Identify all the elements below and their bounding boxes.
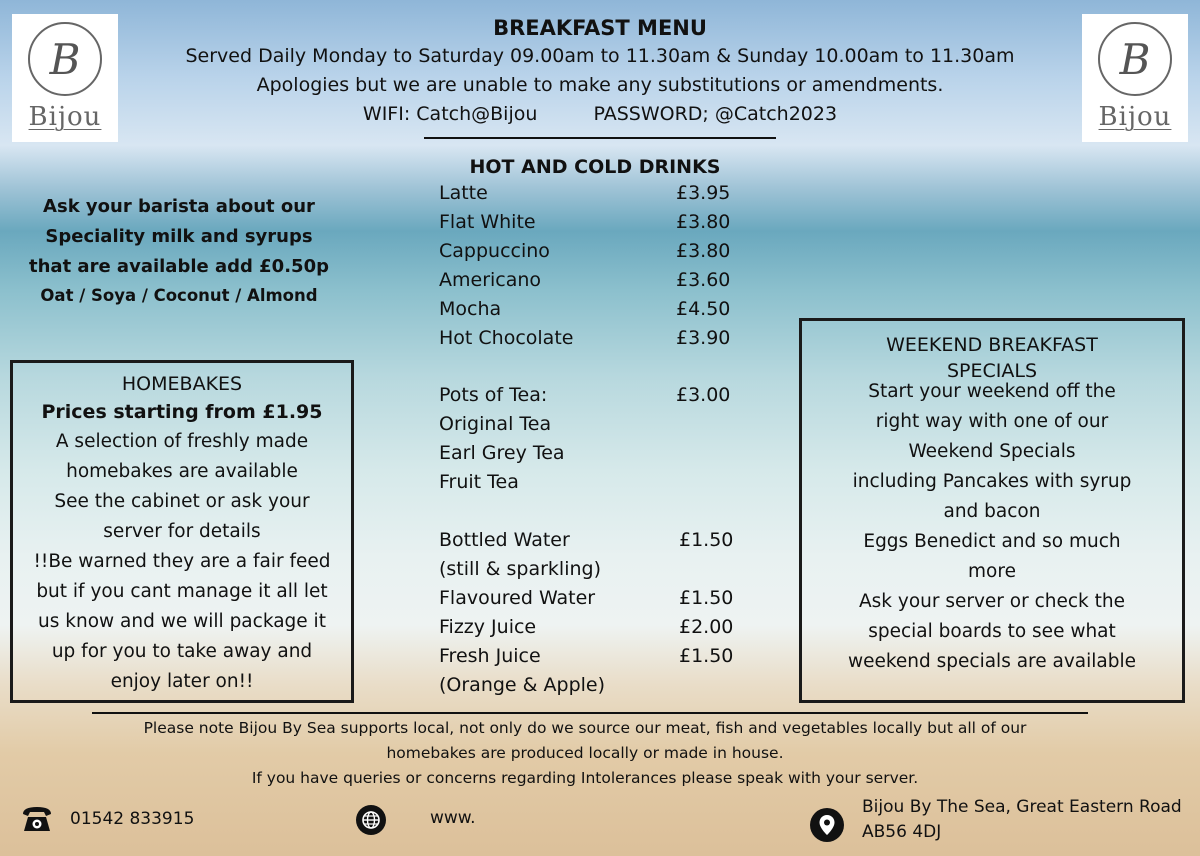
drink-item: [439, 298, 739, 320]
milk-options: Oat / Soya / Coconut / Almond: [40, 286, 318, 305]
page-title: BREAKFAST MENU: [493, 16, 707, 40]
weekend-line: Eggs Benedict and so much: [863, 531, 1121, 552]
homebakes-box: [10, 360, 354, 703]
drink-item: [439, 587, 739, 609]
drink-item: [439, 471, 739, 493]
header: [150, 14, 1050, 129]
homebakes-line: homebakes are available: [66, 461, 298, 482]
drink-item: [439, 616, 739, 638]
drink-name: Hot Chocolate: [439, 327, 574, 349]
drink-name: Cappuccino: [439, 240, 550, 262]
phone-number[interactable]: 01542 833915: [70, 809, 195, 829]
drink-price: £3.80: [676, 240, 731, 262]
opening-hours: Served Daily Monday to Saturday 09.00am to 11.30am & Sunday 10.00am to 11.30am: [185, 45, 1015, 67]
weekend-line: including Pancakes with syrup: [852, 471, 1132, 492]
location-pin-icon: [810, 808, 844, 842]
weekend-title-2: SPECIALS: [946, 360, 1038, 382]
drink-item: [439, 529, 739, 551]
drink-name: Americano: [439, 269, 542, 291]
drink-name: Earl Grey Tea: [439, 442, 565, 464]
drink-name: (still & sparkling): [439, 558, 601, 580]
drink-name: Fruit Tea: [439, 471, 519, 493]
barista-note: [18, 192, 340, 310]
logo-word: Bijou: [28, 102, 102, 132]
homebakes-line: enjoy later on!!: [110, 671, 254, 692]
drink-name: Pots of Tea:: [439, 384, 548, 406]
logo-letter: B: [1098, 22, 1172, 96]
drink-price: £3.95: [676, 182, 731, 204]
drink-price: £3.80: [676, 211, 731, 233]
weekend-line: special boards to see what: [868, 621, 1116, 642]
homebakes-line: up for you to take away and: [51, 641, 313, 662]
logo-word: Bijou: [1098, 102, 1172, 132]
barista-line: Ask your barista about our: [43, 196, 315, 217]
drink-name: Fizzy Juice: [439, 616, 537, 638]
drink-name: Flavoured Water: [439, 587, 596, 609]
drinks-title: HOT AND COLD DRINKS: [469, 156, 721, 178]
header-divider: [424, 137, 776, 139]
weekend-line: right way with one of our: [875, 411, 1109, 432]
drink-item: [439, 558, 739, 580]
drink-name: Mocha: [439, 298, 502, 320]
wifi-line: [150, 100, 1050, 129]
drink-name: (Orange & Apple): [439, 674, 606, 696]
drink-name: Flat White: [439, 211, 536, 233]
drink-price: £1.50: [679, 645, 734, 667]
drink-name: Fresh Juice: [439, 645, 541, 667]
weekend-line: more: [968, 561, 1016, 582]
homebakes-price: Prices starting from £1.95: [41, 401, 323, 423]
homebakes-title: HOMEBAKES: [121, 373, 243, 395]
homebakes-line: A selection of freshly made: [55, 431, 309, 452]
drink-name: Bottled Water: [439, 529, 570, 551]
footer-note-line: Please note Bijou By Sea supports local, not only do we source our meat, fish and vegetables locally but all of our: [143, 719, 1027, 737]
weekend-title: WEEKEND BREAKFAST: [886, 334, 1098, 356]
homebakes-line: but if you cant manage it all let: [36, 581, 328, 602]
weekend-line: Weekend Specials: [908, 441, 1076, 462]
drink-price: £2.00: [679, 616, 734, 638]
logo-left: [12, 14, 118, 142]
logo-letter: B: [28, 22, 102, 96]
footer-note: [60, 716, 1110, 791]
drink-price: £4.50: [676, 298, 731, 320]
footer-divider: [92, 712, 1088, 714]
footer-note-line: homebakes are produced locally or made in house.: [386, 744, 784, 762]
drink-item: [439, 240, 739, 262]
drink-price: £1.50: [679, 529, 734, 551]
drink-item: [439, 327, 739, 349]
weekend-line: Start your weekend off the: [868, 381, 1116, 402]
address-postcode: AB56 4DJ: [862, 822, 942, 842]
drink-item: [439, 269, 739, 291]
globe-icon: [356, 805, 386, 835]
weekend-specials-box: [799, 318, 1185, 703]
wifi-name: WIFI: Catch@Bijou: [362, 103, 538, 125]
homebakes-line: us know and we will package it: [38, 611, 326, 632]
drink-price: £3.00: [676, 384, 731, 406]
weekend-line: weekend specials are available: [847, 651, 1137, 672]
drink-item: [439, 442, 739, 464]
address: [862, 795, 1182, 845]
apology-text: Apologies but we are unable to make any substitutions or amendments.: [256, 74, 944, 96]
footer-note-line: If you have queries or concerns regarding Intolerances please speak with your server.: [251, 769, 919, 787]
barista-line: Speciality milk and syrups: [45, 226, 313, 247]
drink-price: £3.60: [676, 269, 731, 291]
logo-right: [1082, 14, 1188, 142]
drink-name: Latte: [439, 182, 488, 204]
homebakes-line: See the cabinet or ask your: [54, 491, 310, 512]
homebakes-line: !!Be warned they are a fair feed: [33, 551, 331, 572]
drink-name: Original Tea: [439, 413, 552, 435]
drink-price: £1.50: [679, 587, 734, 609]
drink-item: [439, 384, 739, 406]
website-link[interactable]: www.: [430, 808, 476, 828]
drink-item: [439, 211, 739, 233]
drink-item: [439, 413, 739, 435]
address-line: Bijou By The Sea, Great Eastern Road: [862, 797, 1182, 817]
drink-item: [439, 645, 739, 667]
homebakes-line: server for details: [103, 521, 261, 542]
weekend-line: Ask your server or check the: [858, 591, 1126, 612]
wifi-password: PASSWORD; @Catch2023: [593, 103, 838, 125]
weekend-line: and bacon: [943, 501, 1041, 522]
phone-icon: [20, 804, 54, 834]
drink-price: £3.90: [676, 327, 731, 349]
drink-item: [439, 182, 739, 204]
drink-item: [439, 674, 739, 696]
barista-line: that are available add £0.50p: [29, 256, 329, 277]
